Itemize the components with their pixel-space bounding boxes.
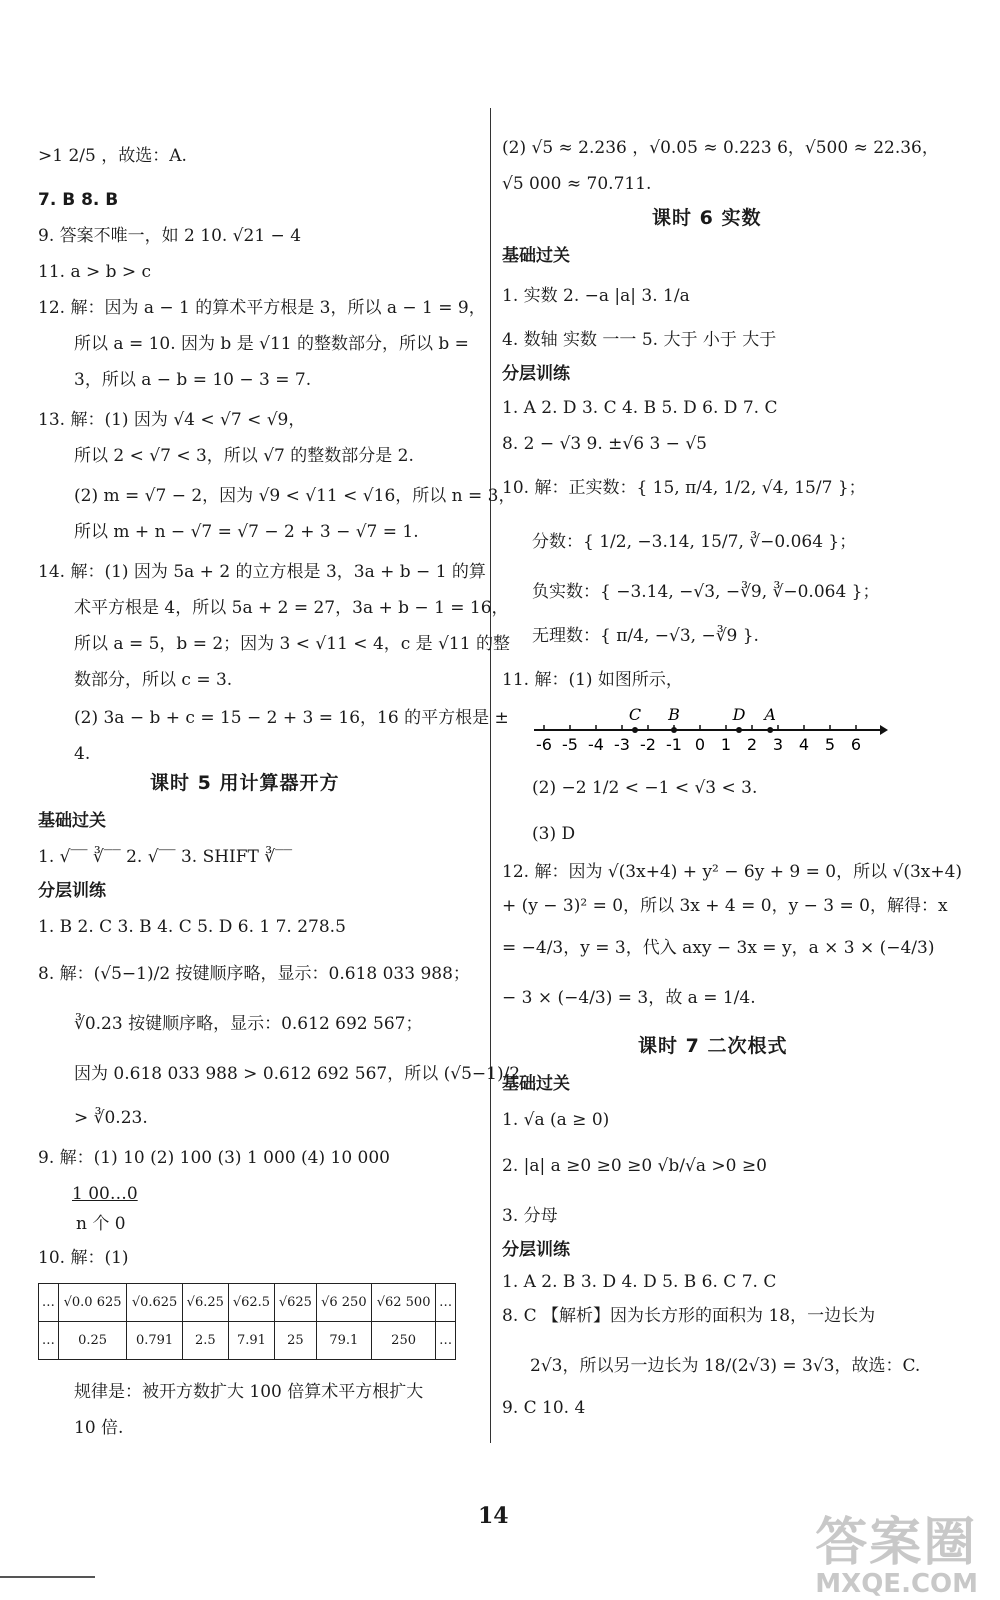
answer-line: 所以 a = 10. 因为 b 是 √11 的整数部分，所以 b = [74,334,469,354]
point-label: B [668,705,680,724]
tick-label: 3 [772,735,784,754]
table-cell: … [436,1284,456,1322]
table-row [39,1322,456,1360]
table-cell: √6 250 [316,1284,371,1322]
answer-line: − 3 × (−4/3) = 3，故 a = 1/4. [502,988,756,1008]
answer-line: 11. a > b > c [38,262,152,282]
point-label: D [732,705,746,724]
answer-line: 9. 答案不唯一，如 2 10. √21 − 4 [38,226,302,246]
answer-line: (2) m = √7 − 2，因为 √9 < √11 < √16，所以 n = 3， [74,486,516,506]
answer-line: n 个 0 [76,1214,126,1234]
tick-label: 4 [798,735,810,754]
section-heading: 基础过关 [502,1074,570,1094]
answer-line: 7. B 8. B [38,190,119,210]
answer-line: 8. 解：(√5−1)/2 按键顺序略，显示：0.618 033 988； [38,964,470,984]
answer-line: √5 000 ≈ 70.711. [502,174,652,194]
section-heading: 分层训练 [502,364,570,384]
answer-line: 所以 m + n − √7 = √7 − 2 + 3 − √7 = 1. [74,522,419,542]
answer-line: 数部分，所以 c = 3. [74,670,233,690]
tick-label: 6 [850,735,862,754]
section-heading: 基础过关 [502,246,570,266]
table-cell: √0.0 625 [58,1284,127,1322]
lesson-title: 课时 7 二次根式 [638,1035,788,1057]
answer-line: 1 00…0 [72,1184,138,1204]
table-cell: 0.791 [127,1322,182,1360]
answer-line: 1. A 2. D 3. C 4. B 5. D 6. D 7. C [502,398,778,418]
tick-label: 1 [720,735,732,754]
tick-label: 0 [694,735,706,754]
arrow-icon [880,725,888,735]
answer-line: = −4/3，y = 3，代入 axy − 3x = y，a × 3 × (−4/3) [502,938,935,958]
table-cell: √0.625 [127,1284,182,1322]
answer-line: 术平方根是 4，所以 5a + 2 = 27，3a + b − 1 = 16， [74,598,509,618]
answer-line: 规律是：被开方数扩大 100 倍算术平方根扩大 [74,1382,424,1402]
lesson-title: 课时 5 用计算器开方 [150,772,340,794]
table-cell: √62.5 [228,1284,274,1322]
answer-line: 13. 解：(1) 因为 √4 < √7 < √9， [38,410,306,430]
lesson-title: 课时 6 实数 [652,207,762,229]
answer-line: (2) 3a − b + c = 15 − 2 + 3 = 16，16 的平方根是 ± [74,708,509,728]
page-number: 14 [478,1503,509,1529]
answer-line: 12. 解：因为 a − 1 的算术平方根是 3，所以 a − 1 = 9， [38,298,486,318]
answer-line: 无理数：{ π/4, −√3, −∛9 }. [532,626,759,646]
section-heading: 分层训练 [38,881,106,901]
tick-label: -4 [588,735,604,754]
answer-line: 分数：{ 1/2, −3.14, 15/7, ∛−0.064 }； [532,532,857,552]
answer-line: 1. A 2. B 3. D 4. D 5. B 6. C 7. C [502,1272,777,1292]
number-line-figure [530,700,890,756]
answer-line: 12. 解：因为 √(3x+4) + y² − 6y + 9 = 0，所以 √(3x+4) [502,862,963,882]
answer-line: 9. 解：(1) 10 (2) 100 (3) 1 000 (4) 10 000 [38,1148,391,1168]
answer-line: 4. [74,744,91,764]
table-cell: 25 [275,1322,317,1360]
answer-line: 8. 2 − √3 9. ±√6 3 − √5 [502,434,707,454]
table-cell: √62 500 [371,1284,435,1322]
table-cell: … [39,1322,59,1360]
table-cell: 0.25 [58,1322,127,1360]
answer-line: 负实数：{ −3.14, −√3, −∛9, ∛−0.064 }； [532,582,880,602]
watermark-url: MXQE.COM [815,1569,978,1599]
square-root-table [38,1283,456,1360]
answer-line: + (y − 3)² = 0，所以 3x + 4 = 0，y − 3 = 0，解得：x [502,896,948,916]
watermark-logo-text: 答案圈 [815,1513,978,1573]
answer-line: 10 倍. [74,1418,124,1438]
answer-line: (3) D [532,824,576,844]
table-cell: 7.91 [228,1322,274,1360]
answer-line: 所以 a = 5，b = 2；因为 3 < √11 < 4，c 是 √11 的整 [74,634,510,654]
point-D [736,727,742,733]
answer-line: > ∛0.23. [74,1108,148,1128]
section-heading: 基础过关 [38,811,106,831]
answer-line: >1 2/5 ，故选：A. [38,146,187,166]
table-cell: … [39,1284,59,1322]
table-cell: 79.1 [316,1322,371,1360]
point-C [632,727,638,733]
table-cell: … [436,1322,456,1360]
column-divider [490,108,491,1443]
answer-line: 9. C 10. 4 [502,1398,586,1418]
tick-label: -2 [640,735,656,754]
footer-rule [0,1576,95,1578]
answer-line: 2√3，所以另一边长为 18/(2√3) = 3√3，故选：C. [530,1356,921,1376]
answer-line: 1. 实数 2. −a |a| 3. 1/a [502,286,690,306]
answer-line: 2. |a| a ≥0 ≥0 ≥0 √b/√a >0 ≥0 [502,1156,767,1176]
answer-line: 因为 0.618 033 988 > 0.612 692 567，所以 (√5−1)/2 [74,1064,521,1084]
table-cell: 250 [371,1322,435,1360]
table-row [39,1284,456,1322]
tick-label: -1 [666,735,682,754]
tick-label: 5 [824,735,836,754]
answer-line: 3. 分母 [502,1206,558,1226]
point-B [671,727,677,733]
tick-label: -3 [614,735,630,754]
answer-line: 1. √a (a ≥ 0) [502,1110,610,1130]
answer-line: 10. 解：(1) [38,1248,129,1268]
answer-line: 1. √‾‾ ∛‾‾ 2. √‾‾ 3. SHIFT ∛‾‾ [38,847,293,867]
answer-line: 11. 解：(1) 如图所示， [502,670,683,690]
point-label: C [628,705,642,724]
table-cell: 2.5 [182,1322,228,1360]
tick-label: -6 [536,735,552,754]
answer-line: 1. B 2. C 3. B 4. C 5. D 6. 1 7. 278.5 [38,917,346,937]
answer-line: (2) √5 ≈ 2.236 ，√0.05 ≈ 0.223 6，√500 ≈ 22.36， [502,138,939,158]
table-cell: √6.25 [182,1284,228,1322]
table-cell: √625 [275,1284,317,1322]
point-label: A [764,705,776,724]
answer-line: 14. 解：(1) 因为 5a + 2 的立方根是 3，3a + b − 1 的算 [38,562,486,582]
watermark [815,1500,978,1599]
answer-line: ∛0.23 按键顺序略，显示：0.612 692 567； [74,1014,423,1034]
section-heading: 分层训练 [502,1240,570,1260]
answer-line: 8. C 【解析】因为长方形的面积为 18，一边长为 [502,1306,876,1326]
answer-line: 所以 2 < √7 < 3，所以 √7 的整数部分是 2. [74,446,414,466]
answer-line: 4. 数轴 实数 一一 5. 大于 小于 大于 [502,330,777,350]
point-A [767,727,773,733]
tick-label: 2 [746,735,758,754]
tick-label: -5 [562,735,578,754]
answer-line: 10. 解：正实数：{ 15, π/4, 1/2, √4, 15/7 }； [502,478,866,498]
answer-line: (2) −2 1/2 < −1 < √3 < 3. [532,778,758,798]
answer-line: 3，所以 a − b = 10 − 3 = 7. [74,370,312,390]
